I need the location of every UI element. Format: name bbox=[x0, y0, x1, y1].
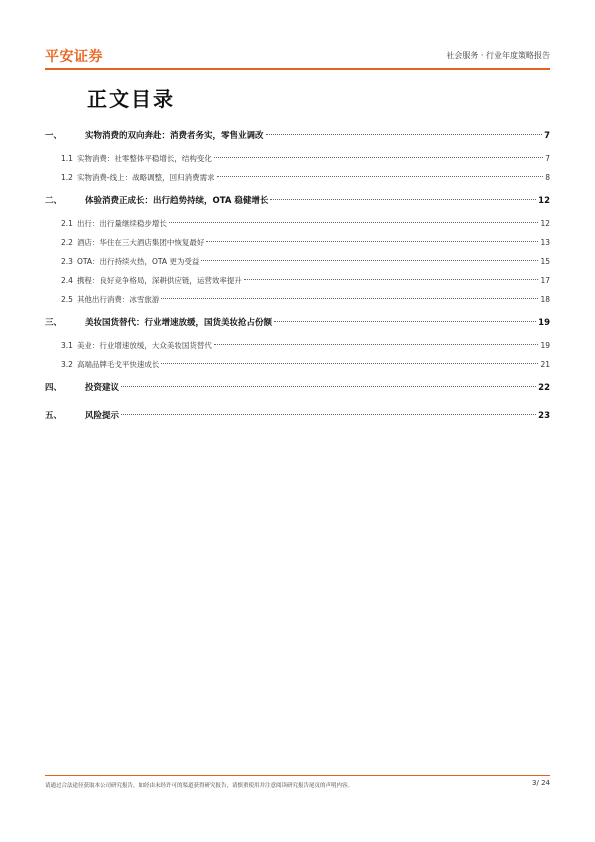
toc-entry-title: 高端品牌毛戈平快速成长 bbox=[76, 360, 160, 369]
toc-dot-leader bbox=[274, 321, 536, 322]
toc-entry[interactable] bbox=[45, 313, 550, 334]
toc-entry-title: 实物消费的双向奔赴：消费者务实，零售业调改 bbox=[85, 131, 264, 141]
toc-entry-title: 酒店：华住在三大酒店集团中恢复最好 bbox=[76, 238, 205, 247]
toc-entry-page: 7 bbox=[544, 131, 550, 141]
toc-entry-page: 13 bbox=[540, 238, 550, 247]
toc-dot-leader bbox=[214, 344, 539, 345]
toc-entry-title: 美妆国货替代：行业增速放缓，国货美妆抢占份额 bbox=[85, 318, 273, 328]
toc-dot-leader bbox=[266, 134, 543, 135]
toc-entry-number: 2.3 bbox=[61, 257, 73, 266]
toc-entry[interactable] bbox=[45, 252, 550, 271]
toc-entry-title: 风险提示 bbox=[85, 411, 120, 421]
toc-entry[interactable] bbox=[45, 378, 550, 399]
footer-disclaimer: 请通过合法途径获取本公司研究报告，如经由未经许可的渠道获得研究报告，请慎重使用并注意阅读研究报告尾页的声明内容。 bbox=[45, 783, 354, 789]
header-divider bbox=[45, 68, 550, 70]
toc-entry-number: 三、 bbox=[45, 318, 63, 328]
toc-entry[interactable] bbox=[45, 355, 550, 374]
toc-entry-page: 19 bbox=[538, 318, 550, 328]
toc-entry-number: 2.1 bbox=[61, 219, 73, 228]
toc-dot-leader bbox=[161, 363, 538, 364]
toc-dot-leader bbox=[121, 414, 536, 415]
toc-entry[interactable] bbox=[45, 406, 550, 427]
table-of-contents bbox=[45, 126, 550, 427]
toc-dot-leader bbox=[169, 222, 539, 223]
page-title: 正文目录 bbox=[87, 87, 175, 111]
toc-entry[interactable] bbox=[45, 149, 550, 168]
toc-entry-page: 17 bbox=[540, 276, 550, 285]
toc-dot-leader bbox=[121, 386, 536, 387]
toc-entry-title: 体验消费正成长：出行趋势持续，OTA 稳健增长 bbox=[85, 196, 269, 206]
toc-entry-page: 21 bbox=[540, 360, 550, 369]
toc-entry-title: 实物消费-线上：战略调整，回归消费需求 bbox=[76, 173, 215, 182]
doc-label: 社会服务 · 行业年度策略报告 bbox=[446, 51, 550, 60]
toc-entry[interactable] bbox=[45, 191, 550, 212]
toc-dot-leader bbox=[217, 176, 544, 177]
toc-dot-leader bbox=[201, 260, 538, 261]
toc-dot-leader bbox=[244, 279, 539, 280]
toc-entry-number: 二、 bbox=[45, 196, 63, 206]
toc-entry-page: 23 bbox=[538, 411, 550, 421]
toc-entry-page: 15 bbox=[540, 257, 550, 266]
toc-entry-number: 2.5 bbox=[61, 295, 73, 304]
toc-entry[interactable] bbox=[45, 214, 550, 233]
toc-entry-title: 美业：行业增速放缓，大众美妆国货替代 bbox=[76, 341, 212, 350]
toc-dot-leader bbox=[214, 157, 543, 158]
toc-entry-number: 2.4 bbox=[61, 276, 73, 285]
toc-entry[interactable] bbox=[45, 168, 550, 187]
toc-entry-title: 实物消费：社零整体平稳增长，结构变化 bbox=[76, 154, 212, 163]
toc-entry-title: 其他出行消费：冰雪旅游 bbox=[76, 295, 160, 304]
toc-entry-page: 12 bbox=[538, 196, 550, 206]
toc-entry-number: 3.1 bbox=[61, 341, 73, 350]
toc-entry[interactable] bbox=[45, 290, 550, 309]
toc-entry-page: 7 bbox=[545, 154, 550, 163]
toc-entry-page: 19 bbox=[540, 341, 550, 350]
page-header bbox=[45, 46, 550, 68]
toc-entry-page: 12 bbox=[540, 219, 550, 228]
toc-dot-leader bbox=[206, 241, 538, 242]
toc-entry-page: 8 bbox=[545, 173, 550, 182]
toc-entry[interactable] bbox=[45, 126, 550, 147]
toc-entry-page: 18 bbox=[540, 295, 550, 304]
toc-entry-page: 22 bbox=[538, 383, 550, 393]
page-number: 3/ 24 bbox=[532, 779, 550, 787]
toc-entry-title: 出行：出行量继续稳步增长 bbox=[76, 219, 167, 228]
toc-entry-number: 1.1 bbox=[61, 154, 73, 163]
toc-entry[interactable] bbox=[45, 336, 550, 355]
toc-entry-title: 携程：良好竞争格局，深耕供应链，运营效率提升 bbox=[76, 276, 242, 285]
brand-logo: 平安证券 bbox=[45, 49, 103, 65]
toc-entry[interactable] bbox=[45, 271, 550, 290]
toc-entry[interactable] bbox=[45, 233, 550, 252]
toc-entry-number: 1.2 bbox=[61, 173, 73, 182]
toc-entry-title: OTA：出行持续火热，OTA 更为受益 bbox=[76, 257, 200, 266]
footer-divider bbox=[45, 775, 550, 776]
toc-entry-number: 2.2 bbox=[61, 238, 73, 247]
toc-entry-number: 一、 bbox=[45, 131, 63, 141]
toc-dot-leader bbox=[161, 298, 538, 299]
toc-entry-number: 四、 bbox=[45, 383, 63, 393]
toc-dot-leader bbox=[270, 199, 536, 200]
toc-entry-number: 五、 bbox=[45, 411, 63, 421]
toc-entry-title: 投资建议 bbox=[85, 383, 120, 393]
toc-entry-number: 3.2 bbox=[61, 360, 73, 369]
